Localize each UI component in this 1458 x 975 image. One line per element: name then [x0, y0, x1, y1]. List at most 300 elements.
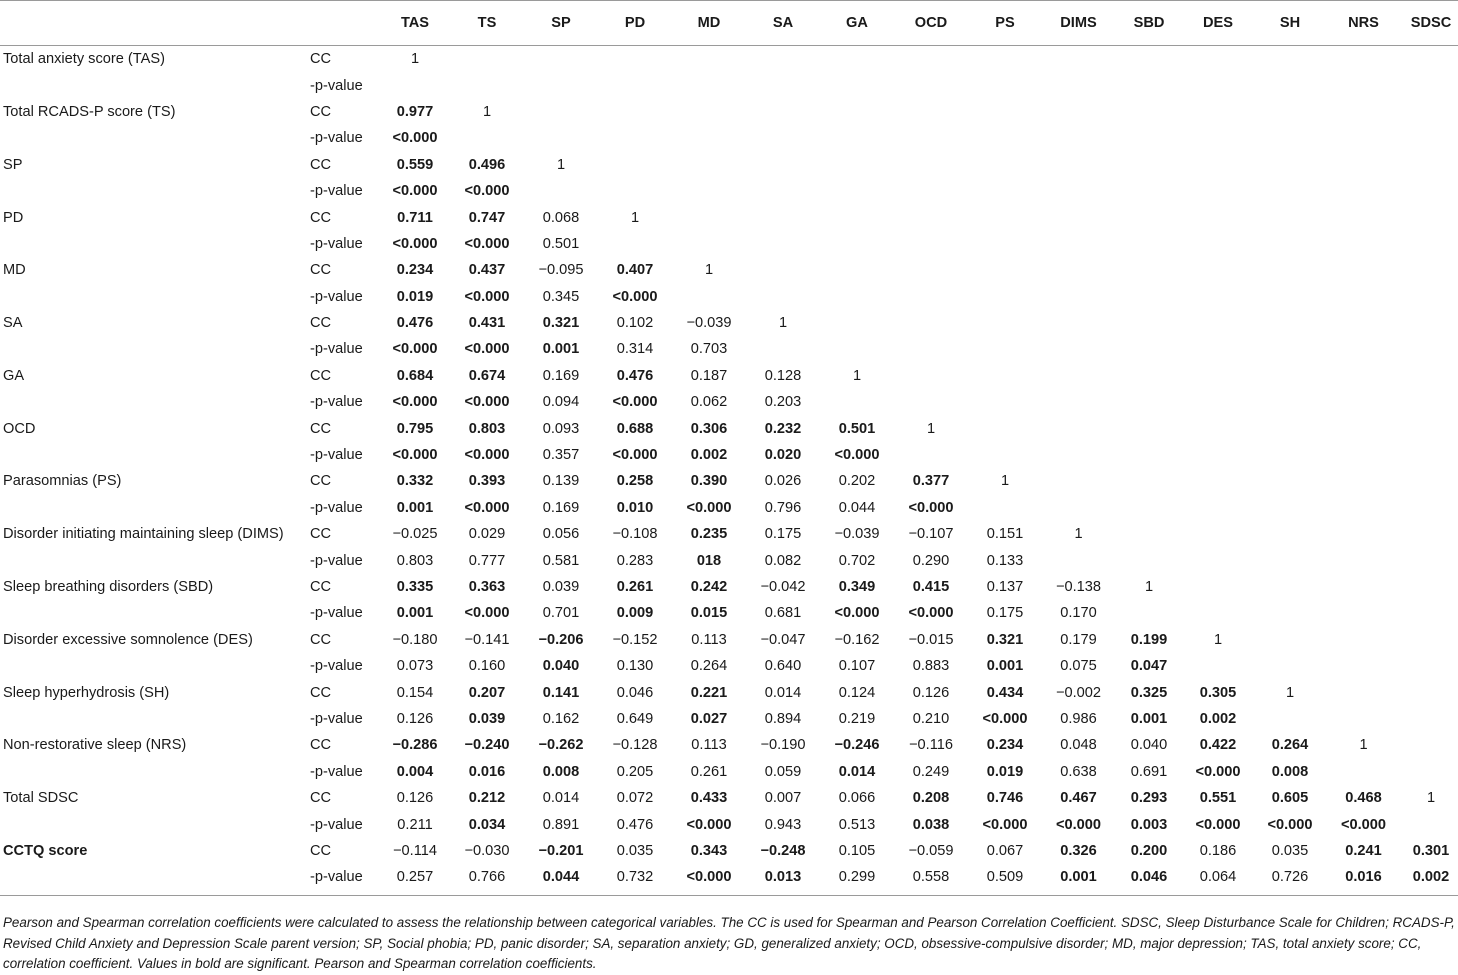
stat-label-p: -p-value — [310, 288, 363, 305]
cc-value-cell — [672, 46, 746, 73]
p-value-cell: <0.000 — [908, 499, 954, 516]
cc-value-cell: −0.025 — [392, 526, 438, 543]
cc-value-cell: 0.293 — [1130, 790, 1168, 807]
stat-label-p: -p-value — [310, 130, 363, 147]
cc-value-cell: −0.180 — [392, 631, 438, 648]
p-value-cell: <0.000 — [1055, 816, 1102, 833]
p-value-cell: <0.000 — [982, 710, 1028, 727]
row-label — [0, 231, 310, 257]
p-value-cell: <0.000 — [464, 499, 510, 516]
p-value-cell: 0.170 — [1060, 605, 1097, 622]
cc-value-cell: 0.258 — [616, 473, 654, 490]
cc-value-cell — [1253, 521, 1327, 547]
cc-value-cell — [1327, 257, 1400, 283]
p-value-cell — [1253, 600, 1327, 626]
cc-value-cell: 0.126 — [396, 790, 434, 807]
column-header: TS — [477, 15, 497, 31]
p-value-cell: 0.002 — [690, 447, 728, 464]
cc-value-cell: 0.306 — [690, 420, 728, 437]
stat-label-p: -p-value — [310, 499, 363, 516]
cc-value-cell: 0.377 — [912, 473, 950, 490]
cc-value-cell — [1327, 627, 1400, 653]
p-value-cell — [1042, 547, 1115, 573]
table-row — [0, 574, 1458, 600]
p-value-cell: 0.203 — [764, 394, 802, 411]
cc-value-cell: 1 — [556, 156, 566, 173]
stat-label-cc: CC — [310, 526, 332, 543]
p-value-cell: <0.000 — [464, 183, 510, 200]
cc-value-cell: −0.059 — [908, 842, 954, 859]
p-value-cell: <0.000 — [464, 235, 510, 252]
cc-value-cell: 0.264 — [1271, 737, 1309, 754]
stat-label-p: -p-value — [310, 447, 363, 464]
cc-value-cell — [1253, 46, 1327, 73]
p-value-cell: 0.476 — [616, 816, 654, 833]
cc-value-cell: 0.212 — [468, 790, 506, 807]
cc-value-cell: 0.179 — [1060, 631, 1097, 648]
table-row — [0, 732, 1458, 758]
p-value-cell — [1400, 495, 1458, 521]
cc-value-cell: −0.141 — [464, 631, 510, 648]
cc-value-cell: 0.434 — [986, 684, 1024, 701]
cc-value-cell: 0.202 — [838, 473, 876, 490]
p-value-cell — [672, 72, 746, 98]
cc-value-cell — [1115, 204, 1183, 230]
p-value-cell: 0.581 — [542, 552, 580, 569]
cc-value-cell: −0.002 — [1055, 684, 1102, 701]
p-value-cell — [1042, 336, 1115, 362]
cc-value-cell — [1253, 152, 1327, 178]
p-value-cell — [1253, 706, 1327, 732]
p-value-cell — [894, 125, 968, 151]
cc-value-cell — [746, 99, 820, 125]
p-value-cell — [1115, 547, 1183, 573]
cc-value-cell: 0.305 — [1199, 684, 1237, 701]
p-value-cell: 0.558 — [912, 869, 950, 886]
p-value-cell: 0.883 — [912, 658, 950, 675]
stat-label-p: -p-value — [310, 763, 363, 780]
cc-value-cell: 1 — [1000, 473, 1010, 490]
cc-value-cell: 0.151 — [986, 526, 1024, 543]
table-row — [0, 706, 1458, 732]
p-value-cell — [1253, 125, 1327, 151]
p-value-cell: 0.796 — [764, 499, 802, 516]
cc-value-cell — [1183, 468, 1253, 494]
row-label — [0, 547, 310, 573]
table-row — [0, 72, 1458, 98]
cc-value-cell: 0.007 — [764, 790, 802, 807]
stat-label-p: -p-value — [310, 552, 363, 569]
p-value-cell — [1327, 125, 1400, 151]
cc-value-cell: 0.026 — [764, 473, 802, 490]
cc-value-cell — [1042, 415, 1115, 441]
p-value-cell: <0.000 — [834, 447, 880, 464]
p-value-cell — [1400, 178, 1458, 204]
row-label: Non-restorative sleep (NRS) — [3, 737, 187, 754]
table-row — [0, 46, 1458, 73]
cc-value-cell: 0.551 — [1199, 790, 1237, 807]
p-value-cell: 0.001 — [396, 499, 434, 516]
p-value-cell: 0.044 — [542, 869, 580, 886]
p-value-cell: 0.107 — [838, 658, 876, 675]
cc-value-cell: −0.246 — [834, 737, 880, 754]
column-header: DIMS — [1060, 15, 1097, 31]
cc-value-cell — [894, 363, 968, 389]
cc-value-cell: 0.221 — [690, 684, 728, 701]
cc-value-cell — [894, 46, 968, 73]
p-value-cell: 0.010 — [616, 499, 654, 516]
p-value-cell: <0.000 — [392, 235, 438, 252]
cc-value-cell — [1042, 363, 1115, 389]
p-value-cell: <0.000 — [1267, 816, 1313, 833]
header-blank-cell — [310, 1, 380, 46]
p-value-cell — [1183, 125, 1253, 151]
p-value-cell — [746, 72, 820, 98]
p-value-cell — [1042, 125, 1115, 151]
cc-value-cell: 0.332 — [396, 473, 434, 490]
p-value-cell — [1400, 125, 1458, 151]
cc-value-cell: 1 — [482, 103, 492, 120]
cc-value-cell: 0.093 — [542, 420, 580, 437]
p-value-cell: 0.004 — [396, 763, 434, 780]
cc-value-cell: 0.234 — [986, 737, 1024, 754]
cc-value-cell — [1327, 310, 1400, 336]
cc-value-cell — [1400, 99, 1458, 125]
p-value-cell — [1115, 389, 1183, 415]
p-value-cell: 0.640 — [764, 658, 802, 675]
table-row — [0, 389, 1458, 415]
p-value-cell: 0.039 — [468, 710, 506, 727]
p-value-cell: 0.002 — [1199, 710, 1237, 727]
cc-value-cell — [1115, 521, 1183, 547]
column-header: PS — [995, 15, 1015, 31]
cc-value-cell — [746, 257, 820, 283]
cc-value-cell: 0.235 — [690, 526, 728, 543]
table-row — [0, 521, 1458, 547]
cc-value-cell — [1115, 99, 1183, 125]
stat-label-cc: CC — [310, 51, 332, 68]
cc-value-cell — [820, 257, 894, 283]
stat-label-cc: CC — [310, 103, 332, 120]
cc-value-cell: −0.107 — [908, 526, 954, 543]
cc-value-cell: −0.039 — [686, 315, 732, 332]
cc-value-cell: 0.325 — [1130, 684, 1168, 701]
stat-label-cc: CC — [310, 737, 332, 754]
column-header: SA — [772, 15, 794, 31]
p-value-cell — [1115, 178, 1183, 204]
p-value-cell: 0.038 — [912, 816, 950, 833]
cc-value-cell — [1042, 257, 1115, 283]
stat-label-p: -p-value — [310, 816, 363, 833]
cc-value-cell: 1 — [926, 420, 936, 437]
p-value-cell — [820, 125, 894, 151]
cc-value-cell: 0.241 — [1345, 842, 1382, 859]
p-value-cell: <0.000 — [686, 869, 732, 886]
table-footnote: Pearson and Spearman correlation coefficients were calculated to assess the relationship between categorical variables. The CC is used for Spearman and Pearson Correlation Coefficient. SDSC, Sleep Disturbance Scale for Children; RCADS-P, Revised Child Anxiety and Depression Scale parent version; SP, Social phobia; PD, panic disorder; SA, separation anxiety; GD, generalized anxiety; OCD, obsessive-compulsive disorder; MD, major depression; TAS, total anxiety score; CC, correlation coefficient. Values in bold are significant. Pearson and Spearman correlation coefficients. — [3, 915, 1455, 971]
p-value-cell — [1115, 284, 1183, 310]
p-value-cell: 0.501 — [542, 235, 580, 252]
cc-value-cell: 0.422 — [1199, 737, 1237, 754]
p-value-cell: 0.075 — [1060, 658, 1097, 675]
p-value-cell — [1327, 284, 1400, 310]
cc-value-cell — [894, 257, 968, 283]
p-value-cell: 0.016 — [1345, 869, 1382, 886]
stat-label-cc: CC — [310, 579, 332, 595]
cc-value-cell — [1042, 310, 1115, 336]
cc-value-cell: 0.056 — [542, 526, 580, 543]
row-label: Total SDSC — [3, 790, 79, 807]
cc-value-cell: −0.262 — [538, 737, 584, 754]
cc-value-cell — [746, 152, 820, 178]
cc-value-cell: 0.232 — [764, 420, 802, 437]
column-header: PD — [624, 15, 646, 31]
cc-value-cell: 0.207 — [468, 684, 506, 701]
table-row — [0, 759, 1458, 785]
stat-label-cc: CC — [310, 156, 332, 173]
cc-value-cell: −0.206 — [538, 631, 584, 648]
p-value-cell: <0.000 — [464, 341, 510, 358]
p-value-cell: 0.513 — [838, 816, 876, 833]
row-label — [0, 125, 310, 151]
stat-label-p: -p-value — [310, 183, 363, 200]
column-header: GA — [846, 15, 868, 31]
cc-value-cell: 0.067 — [986, 842, 1024, 859]
p-value-cell: 0.047 — [1130, 658, 1168, 675]
cc-value-cell — [1183, 574, 1253, 600]
cc-value-cell: 0.137 — [986, 579, 1024, 595]
p-value-cell — [1400, 284, 1458, 310]
table-row — [0, 125, 1458, 151]
row-label: Total RCADS-P score (TS) — [3, 103, 176, 120]
stat-label-cc: CC — [310, 420, 332, 437]
cc-value-cell: 0.326 — [1060, 842, 1097, 859]
p-value-cell — [1327, 495, 1400, 521]
cc-value-cell — [1327, 521, 1400, 547]
p-value-cell — [820, 72, 894, 98]
p-value-cell — [968, 442, 1042, 468]
p-value-cell — [1327, 442, 1400, 468]
cc-value-cell — [1253, 257, 1327, 283]
p-value-cell — [1183, 653, 1253, 679]
stat-label-p: -p-value — [310, 235, 363, 252]
table-row — [0, 864, 1458, 895]
cc-value-cell: −0.114 — [393, 842, 437, 859]
table-row — [0, 442, 1458, 468]
cc-value-cell: 0.407 — [616, 262, 654, 279]
p-value-cell: <0.000 — [392, 130, 438, 147]
p-value-cell — [968, 336, 1042, 362]
cc-value-cell: 0.261 — [616, 579, 654, 595]
p-value-cell: <0.000 — [612, 394, 658, 411]
cc-value-cell — [598, 152, 672, 178]
cc-value-cell: 0.476 — [396, 315, 434, 332]
p-value-cell — [894, 389, 968, 415]
cc-value-cell — [1183, 257, 1253, 283]
p-value-cell: 0.046 — [1130, 869, 1168, 886]
cc-value-cell: 0.437 — [468, 262, 506, 279]
table-row — [0, 495, 1458, 521]
cc-value-cell: 0.208 — [912, 790, 950, 807]
cc-value-cell — [1400, 363, 1458, 389]
cc-value-cell: 0.795 — [396, 420, 434, 437]
cc-value-cell: 0.048 — [1060, 737, 1097, 754]
p-value-cell — [1253, 653, 1327, 679]
table-row — [0, 363, 1458, 389]
p-value-cell: 0.040 — [542, 658, 580, 675]
cc-value-cell — [1327, 99, 1400, 125]
p-value-cell — [598, 231, 672, 257]
cc-value-cell — [1183, 99, 1253, 125]
p-value-cell — [746, 284, 820, 310]
p-value-cell — [1400, 811, 1458, 837]
p-value-cell — [894, 72, 968, 98]
p-value-cell — [1327, 653, 1400, 679]
p-value-cell — [746, 125, 820, 151]
cc-value-cell — [598, 99, 672, 125]
row-label — [0, 811, 310, 837]
row-label — [0, 284, 310, 310]
cc-value-cell: 0.068 — [542, 209, 580, 226]
p-value-cell: <0.000 — [464, 605, 510, 622]
cc-value-cell — [1115, 415, 1183, 441]
p-value-cell: 0.943 — [764, 816, 802, 833]
p-value-cell: 0.126 — [396, 710, 434, 727]
p-value-cell — [1042, 231, 1115, 257]
p-value-cell — [1327, 178, 1400, 204]
table-row — [0, 627, 1458, 653]
p-value-cell: 0.299 — [838, 869, 876, 886]
p-value-cell — [1183, 547, 1253, 573]
p-value-cell — [1400, 653, 1458, 679]
p-value-cell — [1115, 600, 1183, 626]
cc-value-cell: 0.128 — [764, 367, 802, 384]
cc-value-cell: 0.684 — [396, 367, 434, 384]
row-label: SA — [3, 315, 23, 332]
column-header: SDSC — [1410, 15, 1452, 31]
p-value-cell: 0.703 — [690, 341, 728, 358]
cc-value-cell — [1183, 46, 1253, 73]
cc-value-cell — [968, 204, 1042, 230]
p-value-cell — [598, 178, 672, 204]
p-value-cell: 0.257 — [396, 869, 434, 886]
p-value-cell — [968, 125, 1042, 151]
p-value-cell — [1183, 600, 1253, 626]
p-value-cell: <0.000 — [392, 341, 438, 358]
p-value-cell — [894, 231, 968, 257]
cc-value-cell — [1253, 363, 1327, 389]
p-value-cell: 0.726 — [1271, 869, 1309, 886]
table-row — [0, 838, 1458, 864]
p-value-cell — [380, 72, 450, 98]
p-value-cell — [1253, 547, 1327, 573]
cc-value-cell: 0.467 — [1060, 790, 1097, 807]
cc-value-cell — [1183, 363, 1253, 389]
p-value-cell: 0.986 — [1060, 710, 1097, 727]
cc-value-cell — [1400, 204, 1458, 230]
p-value-cell: 0.160 — [468, 658, 506, 675]
p-value-cell: <0.000 — [612, 288, 658, 305]
cc-value-cell — [1253, 310, 1327, 336]
p-value-cell — [1253, 389, 1327, 415]
cc-value-cell — [968, 152, 1042, 178]
table-row — [0, 257, 1458, 283]
stat-label-cc: CC — [310, 473, 332, 490]
p-value-cell: 0.001 — [542, 341, 580, 358]
stat-label-p: -p-value — [310, 394, 363, 411]
p-value-cell — [746, 336, 820, 362]
p-value-cell: 0.290 — [912, 552, 950, 569]
cc-value-cell — [1400, 574, 1458, 600]
p-value-cell: 0.001 — [396, 605, 434, 622]
p-value-cell: <0.000 — [464, 447, 510, 464]
p-value-cell: 0.027 — [690, 710, 728, 727]
stat-label-cc: CC — [310, 367, 332, 384]
cc-value-cell: 0.039 — [542, 579, 580, 595]
p-value-cell: 0.803 — [396, 552, 434, 569]
stat-label-p: -p-value — [310, 341, 363, 358]
p-value-cell: 0.357 — [542, 447, 580, 464]
p-value-cell — [1183, 72, 1253, 98]
p-value-cell — [672, 231, 746, 257]
p-value-cell — [1327, 72, 1400, 98]
cc-value-cell: 0.977 — [396, 103, 434, 120]
cc-value-cell: 0.187 — [690, 367, 728, 384]
cc-value-cell — [1327, 415, 1400, 441]
cc-value-cell: 0.169 — [542, 367, 580, 384]
stat-label-cc: CC — [310, 631, 332, 648]
p-value-cell: 0.249 — [912, 763, 950, 780]
cc-value-cell — [746, 46, 820, 73]
cc-value-cell: 0.433 — [690, 790, 728, 807]
cc-value-cell — [1253, 415, 1327, 441]
cc-value-cell: 0.186 — [1199, 842, 1237, 859]
cc-value-cell — [820, 152, 894, 178]
row-label: Sleep breathing disorders (SBD) — [3, 579, 214, 595]
row-label: OCD — [3, 420, 36, 437]
p-value-cell — [1183, 389, 1253, 415]
table-row — [0, 152, 1458, 178]
cc-value-cell: 0.035 — [616, 842, 654, 859]
cc-value-cell: 0.803 — [468, 420, 506, 437]
p-value-cell: <0.000 — [1340, 816, 1387, 833]
row-label: Disorder initiating maintaining sleep (DIMS) — [3, 526, 284, 543]
table-row — [0, 310, 1458, 336]
cc-value-cell: 0.496 — [468, 156, 506, 173]
cc-value-cell — [968, 415, 1042, 441]
cc-value-cell — [672, 152, 746, 178]
p-value-cell: 0.261 — [690, 763, 728, 780]
cc-value-cell — [1253, 468, 1327, 494]
cc-value-cell: 0.035 — [1271, 842, 1309, 859]
p-value-cell — [1400, 547, 1458, 573]
cc-value-cell — [1327, 468, 1400, 494]
p-value-cell: 0.210 — [912, 710, 950, 727]
cc-value-cell: 0.046 — [616, 684, 654, 701]
stat-label-cc: CC — [310, 842, 332, 859]
cc-value-cell: −0.240 — [464, 737, 510, 754]
p-value-cell: 0.345 — [542, 288, 580, 305]
p-value-cell — [1042, 442, 1115, 468]
p-value-cell — [1400, 706, 1458, 732]
p-value-cell: 0.003 — [1130, 816, 1168, 833]
p-value-cell — [450, 72, 524, 98]
stat-label-p: -p-value — [310, 710, 363, 727]
p-value-cell — [672, 125, 746, 151]
cc-value-cell — [968, 310, 1042, 336]
p-value-cell: 0.001 — [1060, 869, 1097, 886]
p-value-cell — [672, 284, 746, 310]
cc-value-cell: 0.200 — [1130, 842, 1168, 859]
